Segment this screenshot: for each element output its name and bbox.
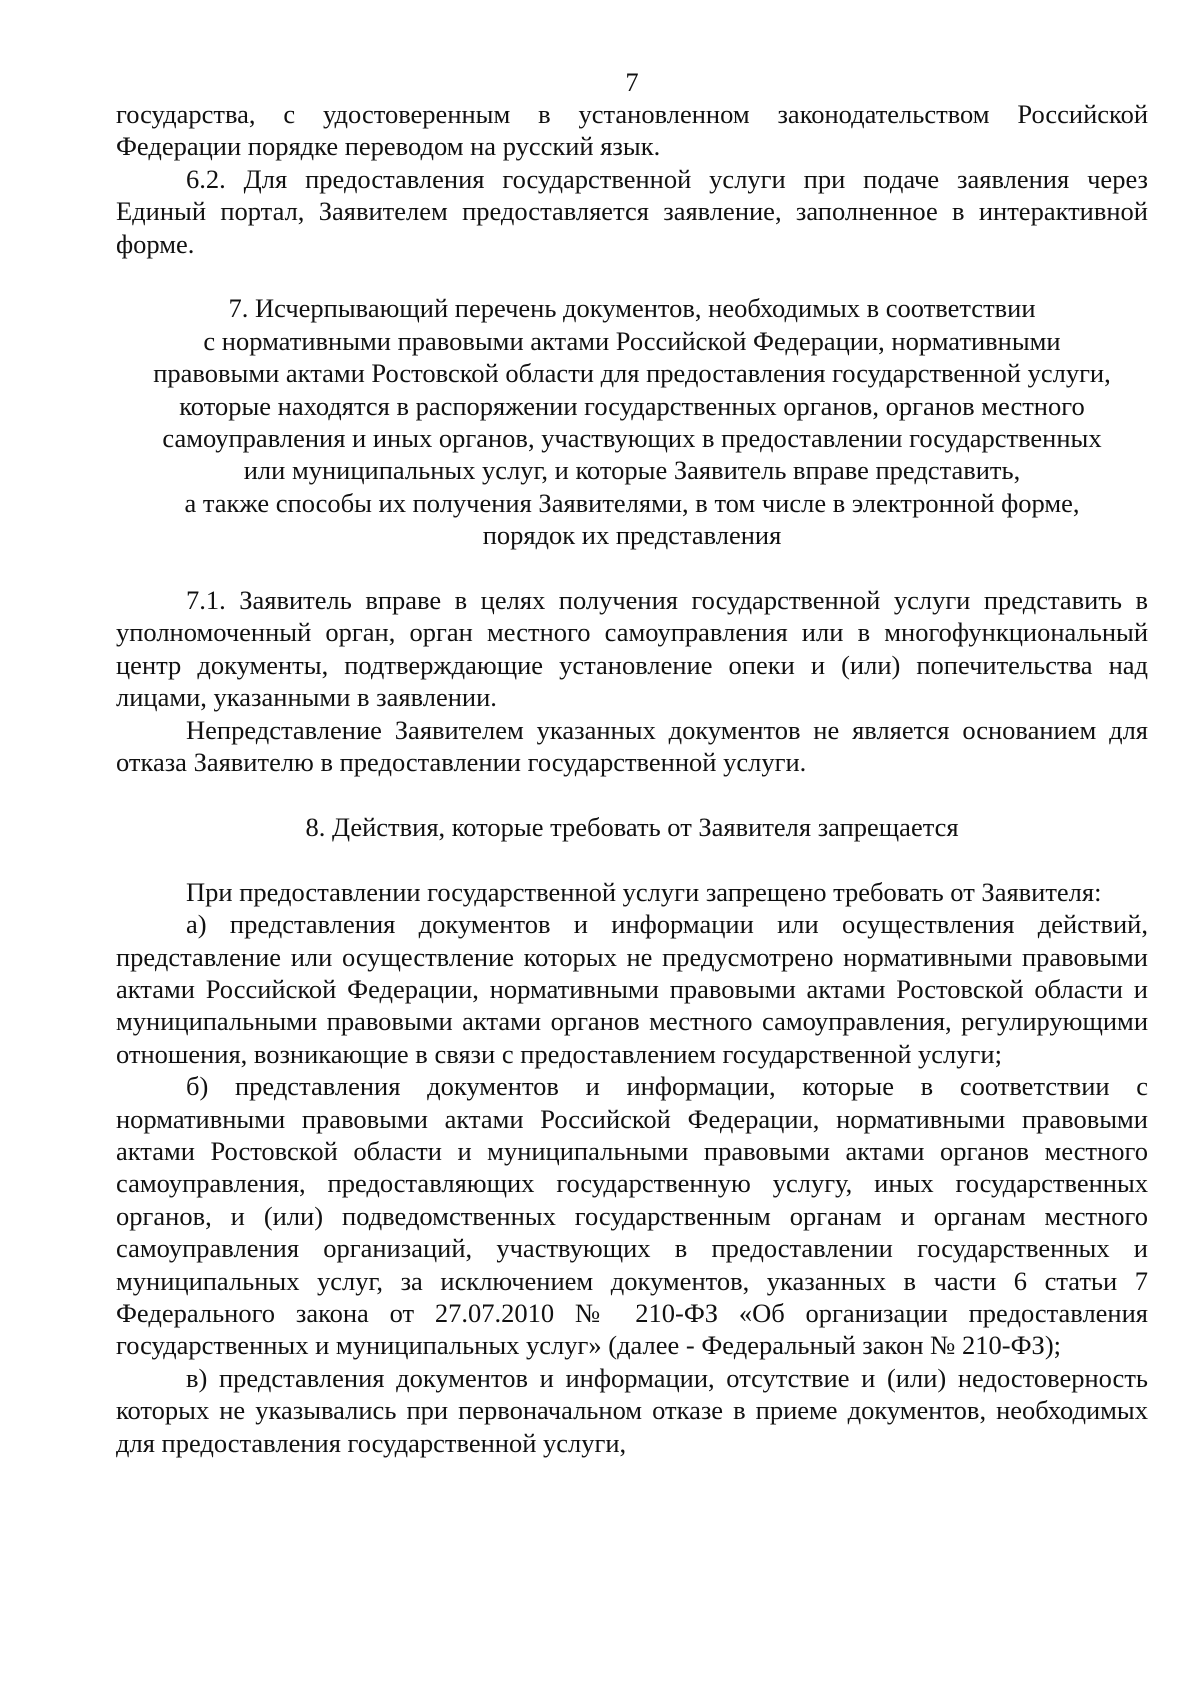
document-page — [116, 66, 1148, 1459]
paragraph-7-1: 7.1. Заявитель вправе в целях получения государственной услуги представить в уполномоченный орган, орган местного самоуправления или в многофункциональный центр документы, подтверждающие установление опеки и (или) попечительства над лицами, указанными в заявлении. — [116, 585, 1148, 713]
section-8-heading: 8. Действия, которые требовать от Заявителя запрещается — [305, 811, 959, 842]
spacer — [116, 843, 1148, 875]
spacer — [116, 260, 1148, 292]
heading-line: правовыми актами Ростовской области для предоставления государственной услуги, — [153, 358, 1111, 389]
heading-line: или муниципальных услуг, и которые Заявитель вправе представить, — [243, 455, 1021, 486]
heading-line: самоуправления и иных органов, участвующих в предоставлении государственных — [162, 423, 1102, 454]
spacer — [116, 779, 1148, 811]
heading-line: а также способы их получения Заявителями, в том числе в электронной форме, — [184, 487, 1080, 518]
paragraph-6-2: 6.2. Для предоставления государственной услуги при подаче заявления через Единый портал, Заявителем предоставляется заявление, заполненное в интерактивной форме. — [116, 163, 1148, 259]
paragraph-8-a: а) представления документов и информации или осуществления действий, представление или осуществление которых не предусмотрено нормативными правовыми актами Российской Федерации, нормативными правовыми актами Ростовской области и муниципальными правовыми актами органов местного самоуправления, регулирующими отношения, возникающие в связи с предоставлением государственной услуги; — [116, 909, 1148, 1069]
heading-line: с нормативными правовыми актами Российской Федерации, нормативными — [203, 325, 1061, 356]
paragraph-continuation: государства, с удостоверенным в установленном законодательством Российской Федерации порядке переводом на русский язык. — [116, 99, 1148, 162]
heading-line: которые находятся в распоряжении государственных органов, органов местного — [179, 390, 1085, 421]
paragraph-8-intro: При предоставлении государственной услуги запрещено требовать от Заявителя: — [186, 876, 1102, 907]
page-number: 7 — [625, 67, 639, 97]
paragraph-8-b: б) представления документов и информации, которые в соответствии с нормативными правовыми актами Российской Федерации, нормативными правовыми актами Ростовской области и муниципальными правовыми актами органов местного самоуправления, предоставляющих государственную услугу, иных государственных органов, и (или) подведомственных государственным органам и органам местного самоуправления организаций, участвующих в предоставлении государственных и муниципальных услуг, за исключением документов, указанных в части 6 статьи 7 Федерального закона от 27.07.2010 № 210-ФЗ «Об организации предоставления государственных и муниципальных услуг» (далее - Федеральный закон № 210-ФЗ); — [116, 1071, 1148, 1361]
heading-line: порядок их представления — [482, 520, 782, 551]
paragraph-7-1-nonsubmission: Непредставление Заявителем указанных документов не является основанием для отказа Заявителю в предоставлении государственной услуги. — [116, 714, 1148, 778]
section-7-heading — [116, 292, 1148, 551]
spacer — [116, 552, 1148, 584]
paragraph-8-v: в) представления документов и информации, отсутствие и (или) недостоверность которых не указывались при первоначальном отказе в приеме документов, необходимых для предоставления государственной услуги, — [116, 1362, 1148, 1458]
heading-line: 7. Исчерпывающий перечень документов, необходимых в соответствии — [228, 293, 1036, 324]
